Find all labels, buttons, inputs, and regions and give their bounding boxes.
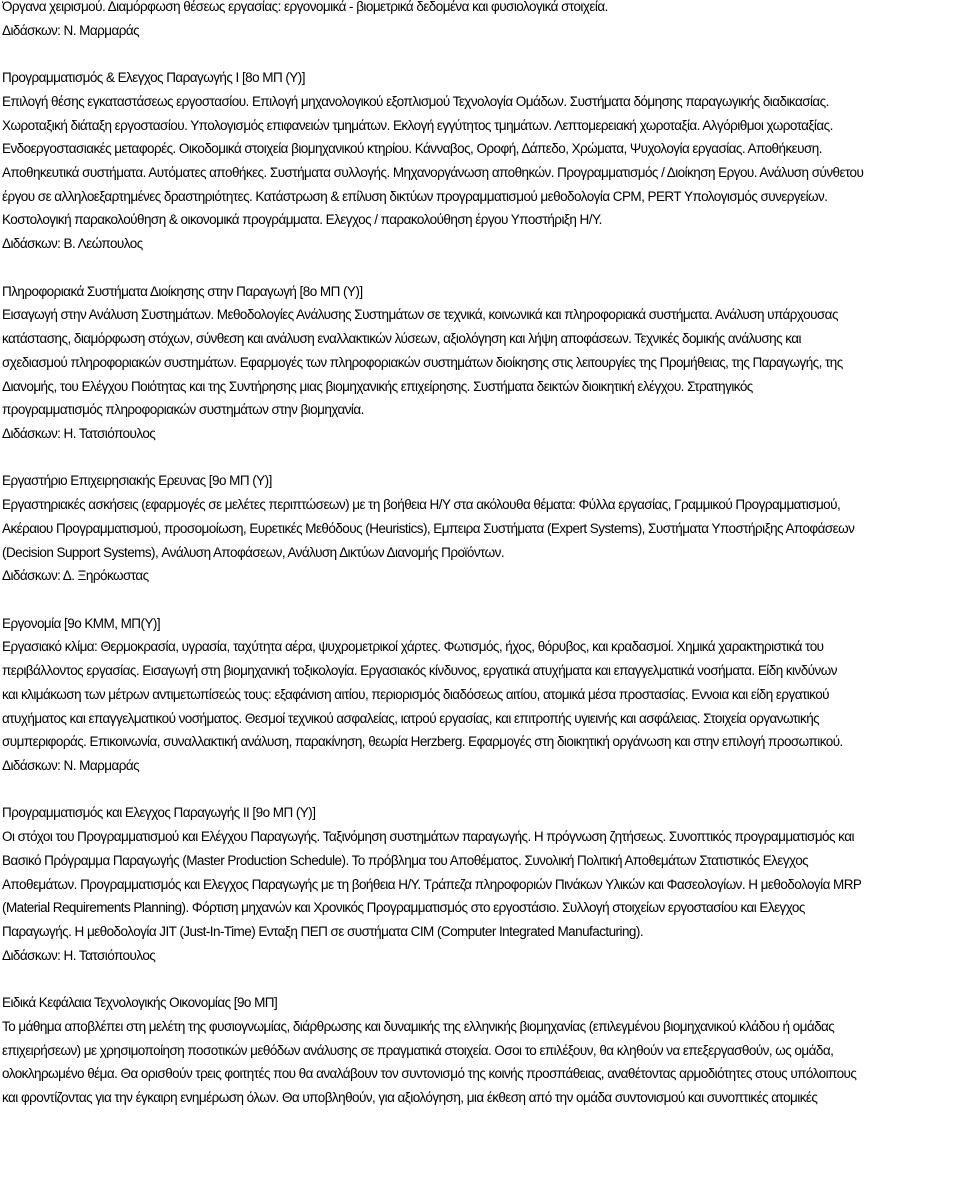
text-line: Αποθεμάτων. Προγραμματισμός και Ελεγχος Παραγωγής με τη βοήθεια Η/Υ. Τράπεζα πληροφοριών Πινάκων Υλικών και Φασεολογίων. Η μεθοδολογία MRP xyxy=(2,876,862,892)
text-line: επιχειρήσεων) με χρησιμοποίηση ποσοτικών μεθόδων ανάλυσης σε πραγματικά στοιχεία. Οσοι το επιλέξουν, θα κληθούν να επεξεργασθούν, ως ομάδα, xyxy=(2,1042,834,1058)
text-line: προγραμματισμός πληροφοριακών συστημάτων στην βιομηχανία. xyxy=(2,402,364,418)
text-line: Διδάσκων: Ν. Μαρμαράς xyxy=(2,22,140,38)
text-line: και φροντίζοντας για την έγκαιρη ενημέρωση όλων. Θα υποβληθούν, για αξιολόγηση, μια έκθεση από την ομάδα συντονισμού και συνοπτικές ατομικές xyxy=(2,1090,818,1106)
text-line: και κλιμάκωση των μέτρων αντιμετωπίσεώς τους: εξαφάνιση αιτίου, περιορισμός διαδόσεως αιτίου, ατομικά μέσα προστασίας. Εννοια και είδη εργατικού xyxy=(2,686,830,702)
text-line: Διδάσκων: Η. Τατσιόπουλος xyxy=(2,425,156,441)
text-line: (Material Requirements Planning). Φόρτιση μηχανών και Χρονικός Προγραμματισμός στο εργοστάσιο. Συλλογή στοιχείων εργοστασίου και Ελεγχος xyxy=(2,900,805,916)
text-line: σχεδιασμού πληροφοριακών συστημάτων. Εφαρμογές των πληροφοριακών συστημάτων διοίκησης στις λειτουργίες της Προμήθειας, της Παραγωγής, της xyxy=(2,354,843,370)
text-line: ολοκληρωμένο θέμα. Θα ορισθούν τρεις φοιτητές που θα αναλάβουν τον συντονισμό της κοινής προσπάθειας, αναθέτοντας αρμοδιότητες στους υπόλοιπους xyxy=(2,1066,857,1082)
text-line: Το μάθημα αποβλέπει στη μελέτη της φυσιογνωμίας, διάρθρωσης και δυναμικής της ελληνικής βιομηχανίας (επιλεγμένου βιομηχανικού κλάδου ή ομάδας xyxy=(2,1018,835,1034)
text-line: Ενδοεργοστασιακές μεταφορές. Οικοδομικά στοιχεία βιομηχανικού κτηρίου. Κάνναβος, Οροφή, Δάπεδο, Χρώματα, Ψυχολογία εργασίας. Αποθήκευση. xyxy=(2,141,822,157)
blank-line xyxy=(2,446,960,470)
text-line: Χωροταξική διάταξη εργοστασίου. Υπολογισμός επιφανειών τμημάτων. Εκλογή εγγύτητος τμημάτων. Λεπτομερειακή χωροταξία. Αλγόριθμοι χωροταξίας. xyxy=(2,117,833,133)
text-line: Επιλογή θέσης εγκαταστάσεως εργοστασίου. Επιλογή μηχανολογικού εξοπλισμού Τεχνολογία Ομάδων. Συστήματα δόμησης παραγωγικής διαδικασίας. xyxy=(2,93,829,109)
text-line: (Decision Support Systems), Ανάλυση Αποφάσεων, Ανάλυση Δικτύων Διανομής Προϊόντων. xyxy=(2,544,505,560)
text-line: Όργανα χειρισμού. Διαμόρφωση θέσεως εργασίας: εργονομικά - βιομετρικά δεδομένα και φυσιολογικά στοιχεία. xyxy=(2,0,608,14)
text-line: Παραγωγής. Η μεθοδολογία JIT (Just-In-Time) Ενταξη ΠΕΠ σε συστήματα CIM (Computer Integrated Manufacturing). xyxy=(2,924,644,940)
blank-line xyxy=(2,968,960,992)
blank-line xyxy=(2,778,960,802)
text-line: συμπεριφοράς. Επικοινωνία, συναλλακτική ανάλυση, παρακίνηση, θεωρία Herzberg. Εφαρμογές στη διοικητική οργάνωση και στην επιλογή προσωπικού. xyxy=(2,734,843,750)
text-line: Διδάσκων: Η. Τατσιόπουλος xyxy=(2,947,156,963)
blank-line xyxy=(2,42,960,66)
text-line: Διδάσκων: Δ. Ξηρόκωστας xyxy=(2,568,149,584)
text-line: Αποθηκευτικά συστήματα. Αυτόματες αποθήκες. Συστήματα συλλογής. Μηχανοργάνωση αποθηκών. Προγραμματισμός / Διοίκηση Εργου. Ανάλυση σύνθετου xyxy=(2,165,864,181)
text-line: έργου σε αλληλοεξαρτημένες δραστηριότητες. Κατάστρωση & επίλυση δικτύων προγραμματισμού μεθοδολογία CPM, PERT Υπολογισμός συνεργείων. xyxy=(2,188,828,204)
text-line: Προγραμματισμός και Ελεγχος Παραγωγής ΙΙ [9ο ΜΠ (Υ)] xyxy=(2,805,316,821)
text-line: Ειδικά Κεφάλαια Τεχνολογικής Οικονομίας [9ο ΜΠ] xyxy=(2,995,278,1011)
text-line: Προγραμματισμός & Ελεγχος Παραγωγής Ι [8ο ΜΠ (Υ)] xyxy=(2,70,305,86)
text-line: Διδάσκων: Β. Λεώπουλος xyxy=(2,236,143,252)
text-line: Εργαστήριο Επιχειρησιακής Ερευνας [9ο ΜΠ (Υ)] xyxy=(2,473,272,489)
text-line: Διδάσκων: Ν. Μαρμαράς xyxy=(2,758,140,774)
text-line: περιβάλλοντος εργασίας. Εισαγωγή στη βιομηχανική τοξικολογία. Εργασιακός κίνδυνος, εργατικά ατυχήματα και επαγγελματικά νοσήματα. Είδη κινδύνων xyxy=(2,663,837,679)
blank-line xyxy=(2,256,960,280)
blank-line xyxy=(2,588,960,612)
text-line: κατάστασης, διαμόρφωση στόχων, σύνθεση και ανάλυση εναλλακτικών λύσεων, αξιολόγηση και λήψη αποφάσεων. Τεχνικές δομικής ανάλυσης και xyxy=(2,331,801,347)
text-line: Οι στόχοι του Προγραμματισμού και Ελέγχου Παραγωγής. Ταξινόμηση συστημάτων παραγωγής. Η πρόγνωση ζητήσεως. Συνοπτικός προγραμματισμός και xyxy=(2,829,854,845)
text-line: Πληροφοριακά Συστήματα Διοίκησης στην Παραγωγή [8ο ΜΠ (Υ)] xyxy=(2,283,363,299)
text-line: Εισαγωγή στην Ανάλυση Συστημάτων. Μεθοδολογίες Ανάλυσης Συστημάτων σε τεχνικά, κοινωνικά και πληροφοριακά συστήματα. Ανάλυση υπάρχουσας xyxy=(2,307,838,323)
text-line: Εργονομία [9ο ΚΜΜ, ΜΠ(Υ)] xyxy=(2,615,161,631)
text-line: ατυχήματος και επαγγελματικού νοσήματος. Θεσμοί τεχνικού ασφαλείας, ιατρού εργασίας, και επιτροπής υγιεινής και ασφάλειας. Στοιχεία οργανωτικής xyxy=(2,710,820,726)
text-line: Διανομής, του Ελέγχου Ποιότητας και της Συντήρησης μιας βιομηχανικής επιχείρησης. Συστήματα δεικτών διοικητική ελέγχου. Στρατηγικός xyxy=(2,378,753,394)
text-line: Εργαστηριακές ασκήσεις (εφαρμογές σε μελέτες περιπτώσεων) με τη βοήθεια Η/Υ στα ακόλουθα θέματα: Φύλλα εργασίας, Γραμμικού Προγραμματισμού, xyxy=(2,497,841,513)
text-line: Ακέραιου Προγραμματισμού, προσομοίωση, Ευρετικές Μεθόδους (Heuristics), Εμπειρα Συστήματα (Expert Systems), Συστήματα Υποστήριξης Αποφάσεων xyxy=(2,520,855,536)
text-line: Βασικό Πρόγραμμα Παραγωγής (Master Production Schedule). Το πρόβλημα του Αποθέματος. Συνολική Πολιτική Αποθεμάτων Στατιστικός Ελεγχος xyxy=(2,852,809,868)
text-line: Κοστολογική παρακολούθηση & οικονομικά προγράμματα. Ελεγχος / παρακολούθηση έργου Υποστήριξη Η/Υ. xyxy=(2,212,602,228)
text-line: Εργασιακό κλίμα: Θερμοκρασία, υγρασία, ταχύτητα αέρα, ψυχρομετρικοί χάρτες. Φωτισμός, ήχος, θόρυβος, και κραδασμοί. Χημικά χαρακτηριστικά του xyxy=(2,639,824,655)
